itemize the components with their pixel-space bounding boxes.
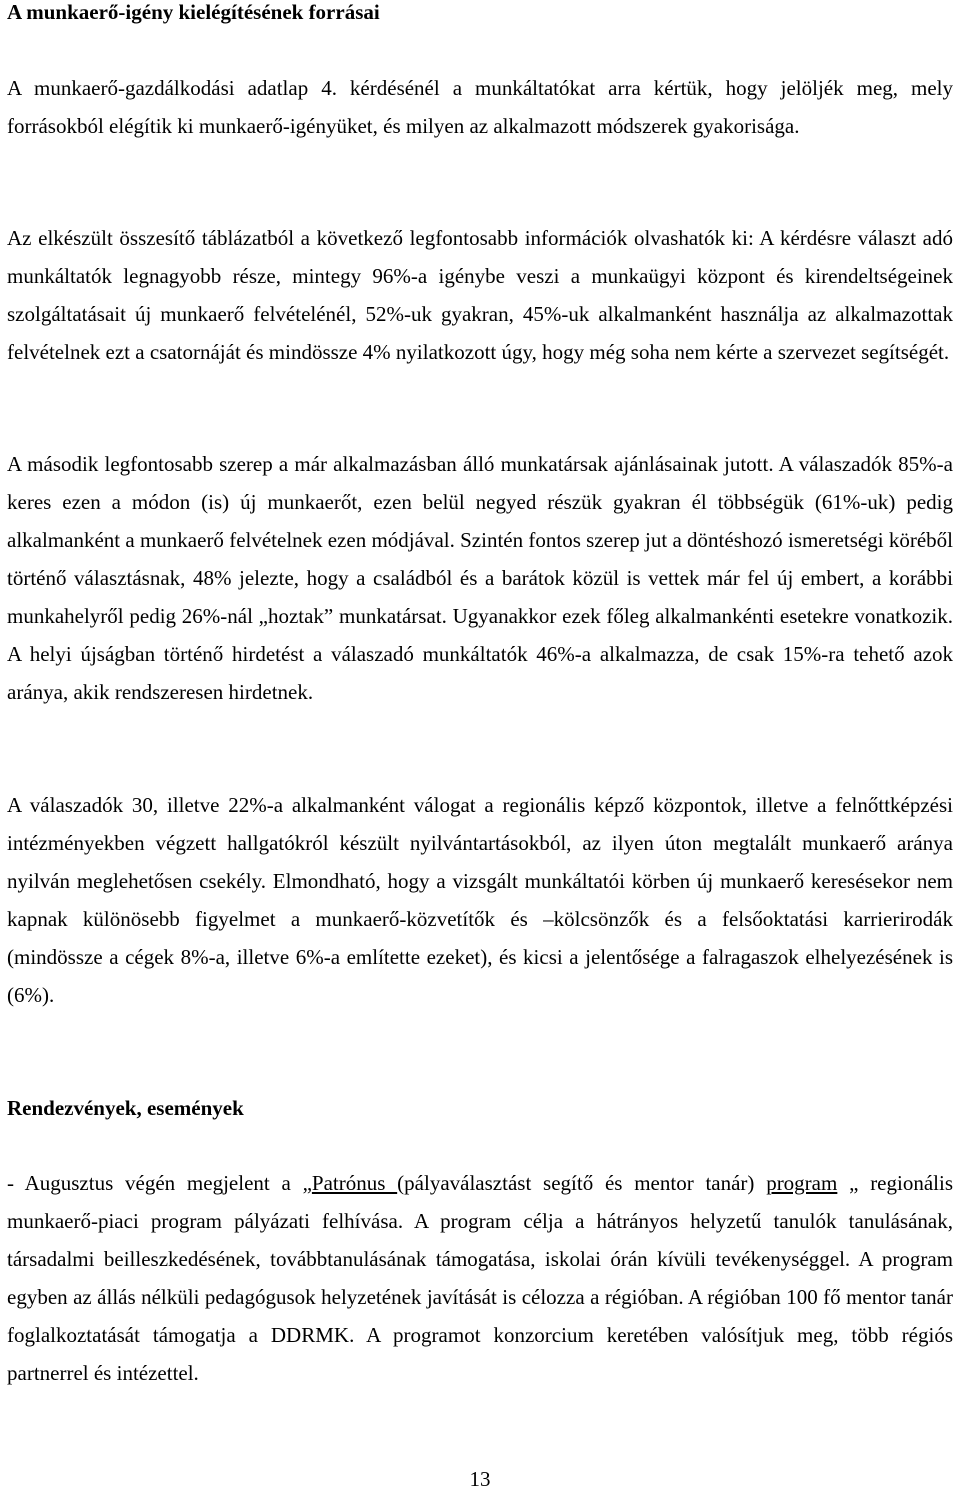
patronus-link[interactable]: Patrónus xyxy=(311,1171,398,1195)
section-title-munkaero-igeny: A munkaerő-igény kielégítésének forrásai xyxy=(7,0,380,24)
patronus-middle: (pályaválasztást segítő és mentor tanár) xyxy=(397,1171,767,1195)
page-number: 13 xyxy=(469,1467,491,1491)
patronus-prefix: - Augusztus végén megjelent a „ xyxy=(7,1171,312,1195)
paragraph-adatlap: A munkaerő-gazdálkodási adatlap 4. kérdésénél a munkáltatókat arra kértük, hogy jelöljék meg, mely forrásokból elégítik ki munkaerő-igényüket, és milyen az alkalmazott módszerek gyakorisága. xyxy=(7,76,953,138)
paragraph-patronus xyxy=(7,1164,953,1392)
paragraph-masodik-szerep: A második legfontosabb szerep a már alkalmazásban álló munkatársak ajánlásainak jutott. A válaszadók 85%-a keres ezen a módon (is) új munkaerőt, ezen belül negyed részük gyakran él többségük (61%-uk) pedig alkalmanként a munkaerő felvételnek ezen módjával. Szintén fontos szerep jut a döntéshozó ismeretségi köréből történő választásnak, 48% jelezte, hogy a családból és a barátok közül is vettek már fel új embert, a korábbi munkahelyről pedig 26%-nál „hoztak” munkatársat. Ugyanakkor ezek főleg alkalmankénti esetekre vonatkozik. A helyi újságban történő hirdetést a válaszadó munkáltatók 46%-a alkalmazza, de csak 15%-ra tehető azok aránya, akik rendszeresen hirdetnek. xyxy=(7,452,953,704)
paragraph-valaszadok: A válaszadók 30, illetve 22%-a alkalmanként válogat a regionális képző központok, illetve a felnőttképzési intézményekben végzett hallgatókról készült nyilvántartásokból, az ilyen úton megtalált munkaerő aránya nyilván meglehetősen csekély. Elmondható, hogy a vizsgált munkáltatói körben új munkaerő keresésekor nem kapnak különösebb figyelmet a munkaerő-közvetítők és –kölcsönzők és a felsőoktatási karrierirodák (mindössze a cégek 8%-a, illetve 6%-a említette ezeket), és kicsi a jelentősége a falragaszok elhelyezésének is (6%). xyxy=(7,793,953,1007)
patronus-suffix: „ regionális munkaerő-piaci program pályázati felhívása. A program célja a hátrányos helyzetű tanulók tanulásának, társadalmi beilleszkedésének, továbbtanulásának támogatása, iskolai órán kívüli tevékenységgel. A program egyben az állás nélküli pedagógusok helyzetének javítását is célozza a régióban. A régióban 100 fő mentor tanár foglalkoztatását támogatja a DDRMK. A programot konzorcium keretében valósítjuk meg, több régiós partnerrel és intézettel. xyxy=(7,1171,953,1385)
program-link[interactable]: program xyxy=(766,1171,838,1195)
section-title-rendezvenyek: Rendezvények, események xyxy=(7,1096,244,1120)
paragraph-osszesito: Az elkészült összesítő táblázatból a következő legfontosabb információk olvashatók ki: A kérdésre választ adó munkáltatók legnagyobb része, mintegy 96%-a igénybe veszi a munkaügyi központ és kirendeltségeinek szolgáltatásait új munkaerő felvételénél, 52%-uk gyakran, 45%-uk alkalmanként használja az alkalmazottak felvételnek ezt a csatornáját és mindössze 4% nyilatkozott úgy, hogy még soha nem kérte a szervezet segítségét. xyxy=(7,226,953,364)
